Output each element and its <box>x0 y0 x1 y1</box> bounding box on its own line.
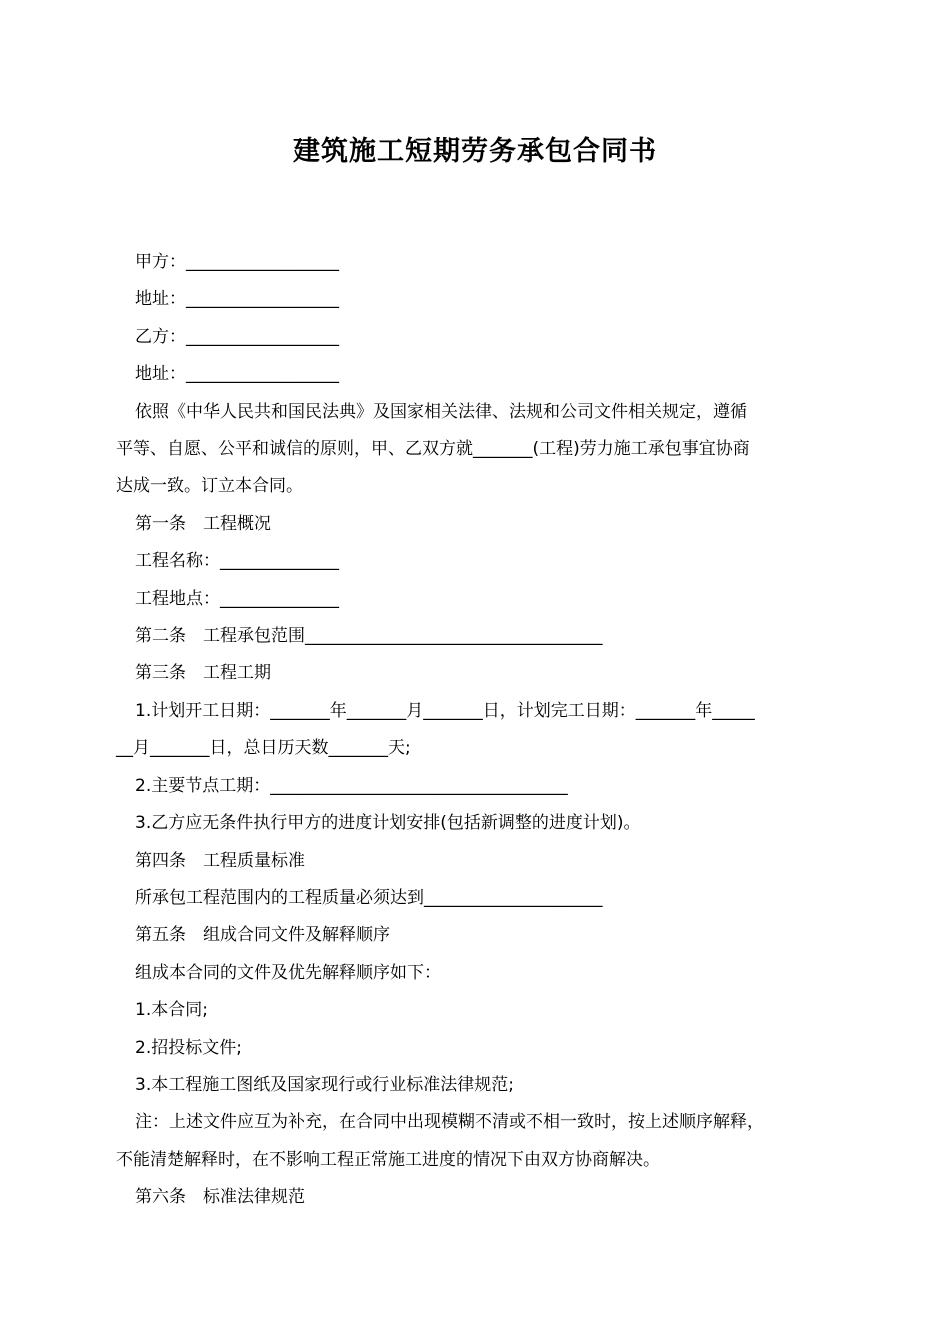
note-line-2: 不能清楚解释时，在不影响工程正常施工进度的情况下由双方协商解决。 <box>116 1149 660 1170</box>
article-5-heading: 第五条 组成合同文件及解释顺序 <box>135 925 390 946</box>
schedule-item-1-line-2: __月_______日，总日历天数_______天; <box>116 738 411 759</box>
article-2-heading: 第二条 工程承包范围___________________________________ <box>135 626 603 647</box>
preamble-line-3: 达成一致。订立本合同。 <box>116 476 303 497</box>
schedule-item-2: 2.主要节点工期：___________________________________ <box>135 775 568 796</box>
address-a-line: 地址：__________________ <box>135 289 339 310</box>
project-location-line: 工程地点：______________ <box>135 588 339 609</box>
quality-standard-line: 所承包工程范围内的工程质量必须达到_____________________ <box>135 887 603 908</box>
article-4-heading: 第四条 工程质量标准 <box>135 850 305 871</box>
documents-intro: 组成本合同的文件及优先解释顺序如下： <box>135 962 441 983</box>
preamble-line-1: 依照《中华人民共和国民法典》及国家相关法律、法规和公司文件相关规定，遵循 <box>135 401 747 422</box>
document-title: 建筑施工短期劳务承包合同书 <box>293 136 657 167</box>
party-b-line: 乙方：__________________ <box>135 326 339 347</box>
note-line-1: 注：上述文件应互为补充，在合同中出现模糊不清或不相一致时，按上述顺序解释， <box>135 1112 764 1133</box>
preamble-line-2: 平等、自愿、公平和诚信的原则，甲、乙双方就_______(工程)劳力施工承包事宜协商 <box>116 439 750 460</box>
schedule-item-1-line-1: 1.计划开工日期：_______年_______月_______日，计划完工日期：_______年_____ <box>135 700 755 721</box>
project-name-line: 工程名称：______________ <box>135 551 339 572</box>
article-3-heading: 第三条 工程工期 <box>135 663 271 684</box>
article-6-heading: 第六条 标准法律规范 <box>135 1187 305 1208</box>
documents-item-1: 1.本合同; <box>135 1000 208 1021</box>
document-body <box>116 244 840 1217</box>
schedule-item-3: 3.乙方应无条件执行甲方的进度计划安排(包括新调整的进度计划)。 <box>135 813 641 834</box>
party-a-line: 甲方：__________________ <box>135 252 339 272</box>
documents-item-2: 2.招投标文件; <box>135 1037 242 1058</box>
address-b-line: 地址：__________________ <box>135 364 339 385</box>
documents-item-3: 3.本工程施工图纸及国家现行或行业标准法律规范; <box>135 1074 514 1095</box>
article-1-heading: 第一条 工程概况 <box>135 513 271 534</box>
